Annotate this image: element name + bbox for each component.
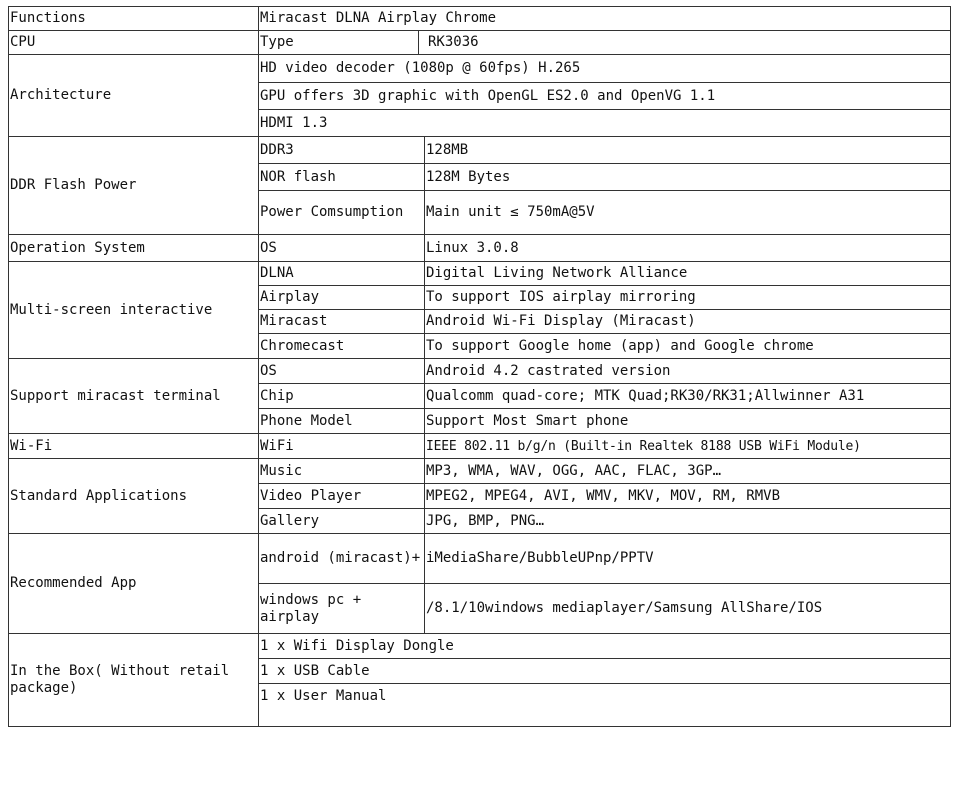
value-wifi: IEEE 802.11 b/g/n (Built-in Realtek 8188 USB WiFi Module) — [425, 434, 951, 459]
row-architecture — [9, 55, 951, 83]
label-wifi: Wi-Fi — [9, 434, 259, 459]
key-nor-flash: NOR flash — [259, 164, 425, 191]
label-cpu: CPU — [9, 31, 259, 55]
row-multiscreen — [9, 262, 951, 286]
box-empty-cell — [259, 709, 951, 727]
label-architecture: Architecture — [9, 55, 259, 137]
row-recommended — [9, 534, 951, 584]
value-chromecast: To support Google home (app) and Google chrome — [425, 334, 951, 359]
box-item: 1 x User Manual — [259, 684, 951, 709]
label-apps: Standard Applications — [9, 459, 259, 534]
value-airplay: To support IOS airplay mirroring — [425, 286, 951, 310]
value-nor-flash: 128M Bytes — [425, 164, 951, 191]
value-music: MP3, WMA, WAV, OGG, AAC, FLAC, 3GP… — [425, 459, 951, 484]
row-os — [9, 235, 951, 262]
value-dlna: Digital Living Network Alliance — [425, 262, 951, 286]
value-terminal-os: Android 4.2 castrated version — [425, 359, 951, 384]
key-terminal-os: OS — [259, 359, 425, 384]
row-cpu — [9, 31, 951, 55]
key-chip: Chip — [259, 384, 425, 409]
label-terminal: Support miracast terminal — [9, 359, 259, 434]
spec-table — [8, 6, 951, 727]
box-item: 1 x Wifi Display Dongle — [259, 634, 951, 659]
value-cpu-type: RK3036 — [419, 31, 951, 55]
key-cpu-type: Type — [259, 31, 419, 55]
row-functions — [9, 7, 951, 31]
value-phone-model: Support Most Smart phone — [425, 409, 951, 434]
value-windows: /8.1/10windows mediaplayer/Samsung AllShare/IOS — [425, 584, 951, 634]
key-dlna: DLNA — [259, 262, 425, 286]
key-os: OS — [259, 235, 425, 262]
value-os: Linux 3.0.8 — [425, 235, 951, 262]
value-functions: Miracast DLNA Airplay Chrome — [259, 7, 951, 31]
value-video-player: MPEG2, MPEG4, AVI, WMV, MKV, MOV, RM, RMVB — [425, 484, 951, 509]
value-android: iMediaShare/BubbleUPnp/PPTV — [425, 534, 951, 584]
label-recommended: Recommended App — [9, 534, 259, 634]
label-os: Operation System — [9, 235, 259, 262]
key-music: Music — [259, 459, 425, 484]
architecture-item: HDMI 1.3 — [259, 110, 951, 137]
row-box — [9, 634, 951, 659]
key-phone-model: Phone Model — [259, 409, 425, 434]
value-ddr3: 128MB — [425, 137, 951, 164]
key-airplay: Airplay — [259, 286, 425, 310]
architecture-item: GPU offers 3D graphic with OpenGL ES2.0 and OpenVG 1.1 — [259, 83, 951, 110]
key-miracast: Miracast — [259, 310, 425, 334]
value-chip: Qualcomm quad-core; MTK Quad;RK30/RK31;Allwinner A31 — [425, 384, 951, 409]
value-gallery: JPG, BMP, PNG… — [425, 509, 951, 534]
box-item: 1 x USB Cable — [259, 659, 951, 684]
row-terminal — [9, 359, 951, 384]
label-multiscreen: Multi-screen interactive — [9, 262, 259, 359]
value-power: Main unit ≤ 750mA@5V — [425, 191, 951, 235]
key-android: android (miracast)+ — [259, 534, 425, 584]
key-video-player: Video Player — [259, 484, 425, 509]
key-chromecast: Chromecast — [259, 334, 425, 359]
value-miracast: Android Wi-Fi Display (Miracast) — [425, 310, 951, 334]
key-power: Power Comsumption — [259, 191, 425, 235]
key-windows: windows pc + airplay — [259, 584, 425, 634]
row-wifi — [9, 434, 951, 459]
key-gallery: Gallery — [259, 509, 425, 534]
row-apps — [9, 459, 951, 484]
key-wifi: WiFi — [259, 434, 425, 459]
label-box: In the Box( Without retail package) — [9, 634, 259, 727]
row-ddr — [9, 137, 951, 164]
label-ddr: DDR Flash Power — [9, 137, 259, 235]
architecture-item: HD video decoder (1080p @ 60fps) H.265 — [259, 55, 951, 83]
label-functions: Functions — [9, 7, 259, 31]
key-ddr3: DDR3 — [259, 137, 425, 164]
